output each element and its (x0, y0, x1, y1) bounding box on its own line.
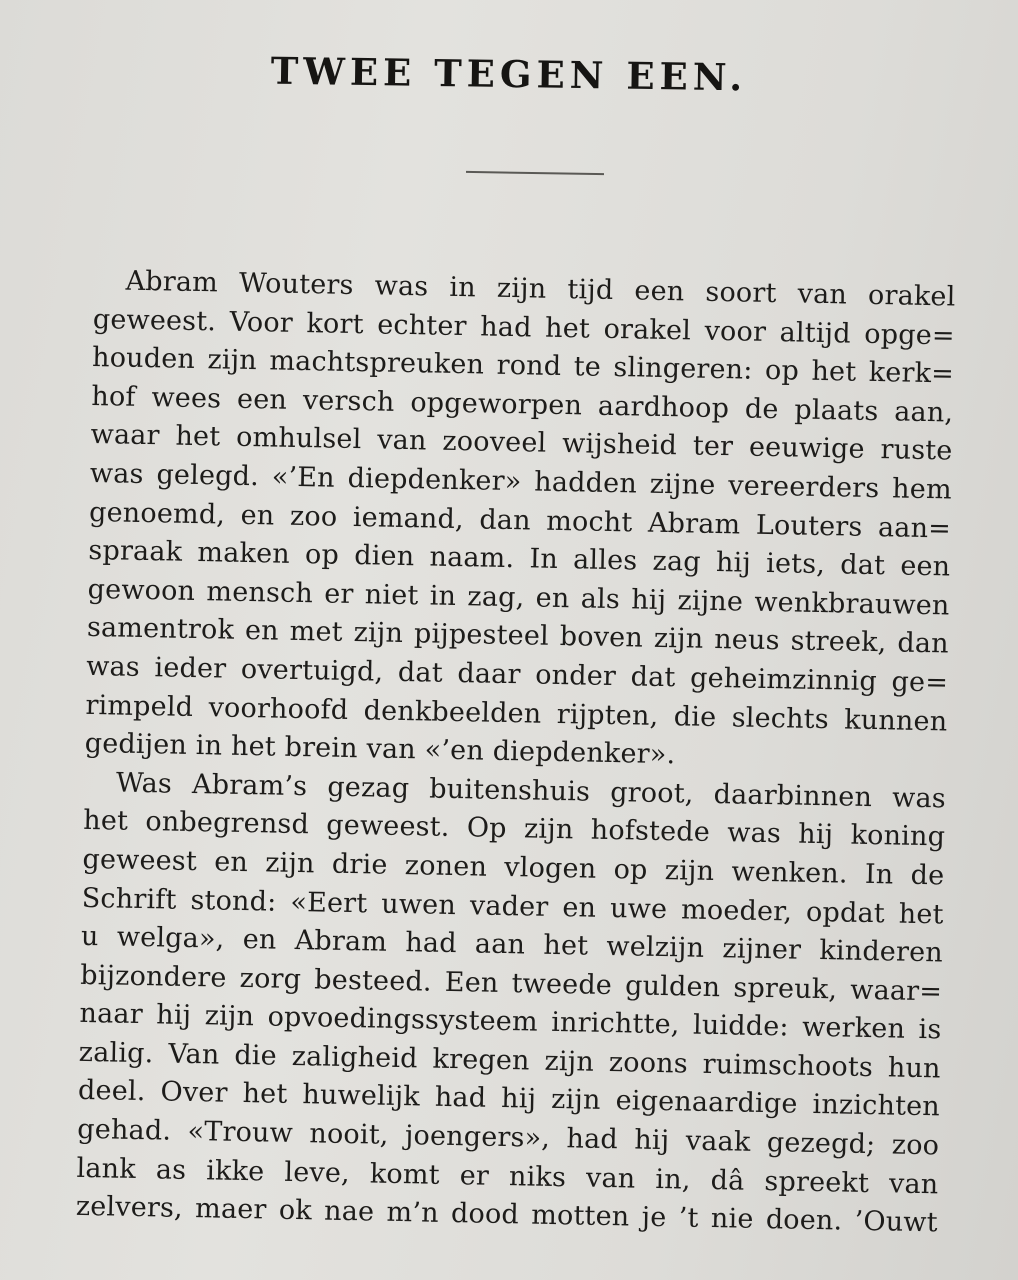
text-line: gehad. «Trouw nooit, joengers», had hij vaak gezegd; zoo (77, 1113, 940, 1162)
text-line: waar het omhulsel van zooveel wijsheid ter eeuwige ruste (90, 419, 953, 467)
text-line: deel. Over het huwelijk had hij zijn eigenaardige inzichten (77, 1075, 941, 1123)
title-divider (466, 171, 604, 175)
text-line: naar hij zijn opvoedingssysteem inrichtte, luidde: werken is (79, 998, 942, 1046)
text-line: Was Abram’s gezag buitenshuis groot, daarbinnen was (115, 767, 947, 815)
text-line: bijzondere zorg besteed. Een tweede gulden spreuk, waar= (80, 959, 943, 1008)
text-line: geweest en zijn drie zonen vlogen op zijn wenken. In de (82, 843, 945, 892)
text-line: het onbegrensd geweest. Op zijn hofstede was hij koning (82, 805, 946, 853)
text-line: genoemd, en zoo iemand, dan mocht Abram Louters aan= (88, 496, 952, 545)
text-line: geweest. Voor kort echter had het orakel voor altijd opge= (92, 303, 956, 352)
text-line: rimpeld voorhoofd denkbeelden rijpten, die slechts kunnen (85, 689, 948, 737)
text-line: gewoon mensch er niet in zag, en als hij zijne wenkbrauwen (87, 573, 950, 622)
text-line: houden zijn machtspreuken rond te slingeren: op het kerk= (91, 342, 955, 390)
text-line: spraak maken op dien naam. In alles zag hij iets, dat een (88, 535, 951, 583)
text-line: zalig. Van die zaligheid kregen zijn zoons ruimschoots hun (78, 1036, 941, 1085)
body-text (75, 262, 955, 1243)
text-line: was ieder overtuigd, dat daar onder dat geheimzinnig ge= (85, 650, 949, 699)
text-line: zelvers, maer ok nae m’n dood motten je ’t nie doen. ’Ouwt (75, 1191, 939, 1239)
text-line: gedijen in het brein van «’en diepdenker». (84, 728, 676, 771)
text-line: Schrift stond: «Eert uwen vader en uwe moeder, opdat het (81, 882, 944, 930)
text-line: Abram Wouters was in zijn tijd een soort van orakel (125, 265, 956, 313)
text-line: u welga», en Abram had aan het welzijn zijner kinderen (80, 920, 944, 969)
text-line: hof wees een versch opgeworpen aardhoop de plaats aan, (91, 380, 954, 429)
text-line: lank as ikke leve, komt er niks van in, dâ spreekt van (76, 1152, 939, 1201)
chapter-title: TWEE TEGEN EEN. (270, 48, 748, 100)
text-line: was gelegd. «’En diepdenker» hadden zijne vereerders hem (89, 457, 953, 506)
text-line: samentrok en met zijn pijpesteel boven zijn neus streek, dan (86, 612, 950, 660)
